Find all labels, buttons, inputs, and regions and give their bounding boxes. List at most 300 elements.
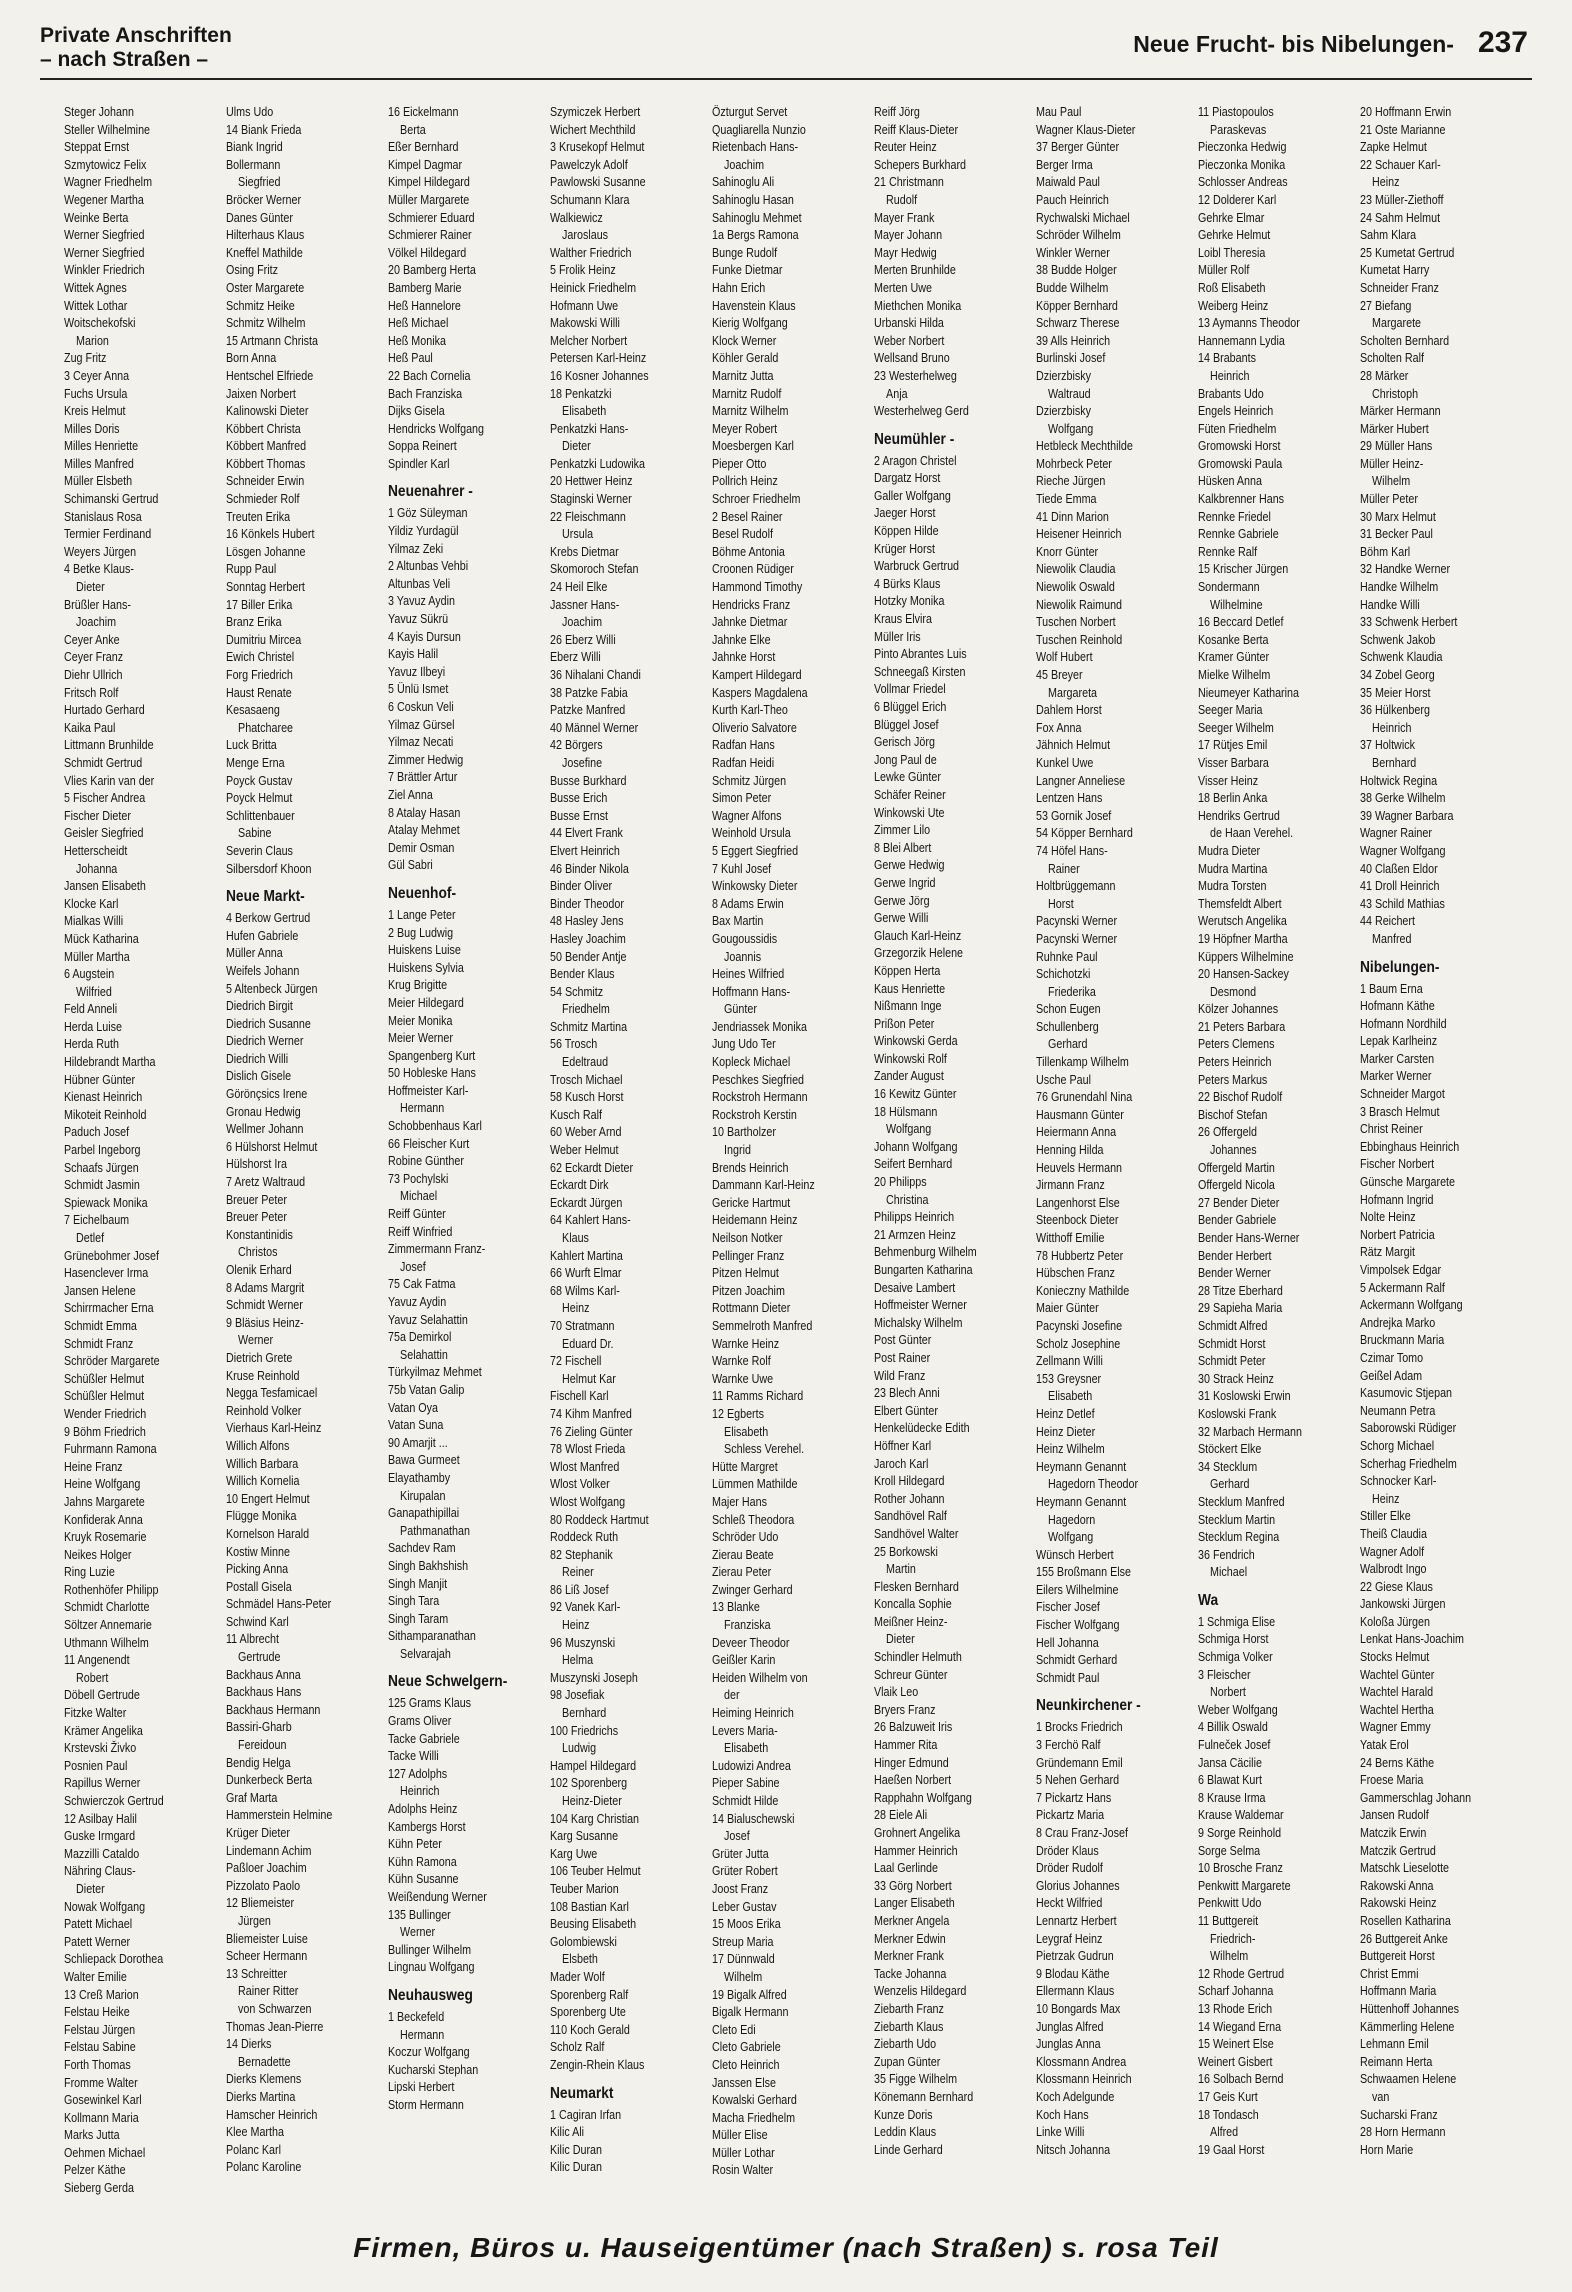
resident-entry: Rennke Gabriele (1198, 527, 1279, 542)
resident-entry: 20 Bamberg Herta (388, 263, 476, 278)
resident-entry: 16 Beccard Detlef (1198, 615, 1284, 630)
resident-entry: Niewolik Oswald (1036, 580, 1115, 595)
resident-entry: 5 Eggert Siegfried (712, 843, 799, 858)
resident-entry: Bender Werner (1198, 1266, 1271, 1281)
resident-entry: 39 Alls Heinrich (1036, 333, 1111, 348)
resident-entry: 66 Wurft Elmar (550, 1266, 622, 1281)
resident-entry: Langenhorst Else (1036, 1195, 1120, 1210)
resident-entry: 23 Westerhelweg (874, 368, 957, 383)
resident-entry: 22 Schauer Karl- (1360, 157, 1441, 172)
resident-entry: Pollrich Heinz (712, 474, 778, 489)
resident-entry: Rockstroh Kerstin (712, 1107, 797, 1122)
resident-entry: Schwenk Jakob (1360, 632, 1436, 647)
resident-entry: 27 Bender Dieter (1198, 1195, 1280, 1210)
resident-entry: Gosewinkel Karl (64, 2093, 142, 2108)
resident-entry: Bach Franziska (388, 386, 463, 401)
resident-entry: Hofmann Käthe (1360, 999, 1435, 1014)
resident-entry: Kühn Susanne (388, 1872, 459, 1887)
resident-entry: Wachtel Harald (1360, 1685, 1434, 1700)
resident-entry: 18 Hülsmann (874, 1104, 938, 1119)
entry-continuation: Hermann (400, 1101, 445, 1116)
resident-entry: Döbell Gertrude (64, 1688, 140, 1703)
resident-entry: Bendig Helga (226, 1755, 291, 1770)
resident-entry: Kruse Reinhold (226, 1368, 300, 1383)
resident-entry: Bullinger Wilhelm (388, 1942, 472, 1957)
resident-entry: 76 Grunendahl Nina (1036, 1090, 1133, 1105)
resident-entry: 13 Blanke (712, 1600, 760, 1615)
resident-entry: 3 Yavuz Aydin (388, 594, 455, 609)
entry-continuation: Josef (400, 1259, 426, 1274)
resident-entry: Bollermann (226, 157, 281, 172)
resident-entry: Krug Brigitte (388, 978, 448, 993)
resident-entry: 16 Eickelmann (388, 105, 459, 119)
resident-entry: Lümmen Mathilde (712, 1477, 798, 1492)
resident-entry: 8 Adams Erwin (712, 896, 784, 911)
resident-entry: Rennke Ralf (1198, 544, 1258, 559)
resident-entry: Schullenberg (1036, 1019, 1099, 1034)
resident-entry: 14 Biank Frieda (226, 122, 302, 137)
directory-column (1036, 104, 1192, 2196)
resident-entry: Penkwitt Udo (1198, 1896, 1262, 1911)
resident-entry: Willich Kornelia (226, 1474, 300, 1489)
resident-entry: 21 Oste Marianne (1360, 122, 1446, 137)
resident-entry: Bender Klaus (550, 967, 615, 982)
entry-continuation: Dieter (562, 439, 591, 454)
resident-entry: Schlosser Andreas (1198, 175, 1288, 190)
resident-entry: 36 Nihalani Chandi (550, 668, 641, 682)
resident-entry: Vierhaus Karl-Heinz (226, 1421, 322, 1436)
resident-entry: Ziel Anna (388, 787, 433, 802)
resident-entry: Gerwe Ingrid (874, 875, 936, 890)
resident-entry: Mück Katharina (64, 931, 139, 946)
resident-entry: Dumitriu Mircea (226, 632, 302, 647)
resident-entry: Saborowski Rüdiger (1360, 1421, 1457, 1436)
resident-entry: Wichert Mechthild (550, 122, 636, 137)
resident-entry: Schneider Franz (1360, 280, 1439, 295)
resident-entry: Völkel Hildegard (388, 245, 467, 260)
resident-entry: Reiff Jörg (874, 105, 920, 119)
resident-entry: Hell Johanna (1036, 1635, 1099, 1650)
resident-entry: Hütte Margret (712, 1459, 778, 1474)
resident-entry: Dröder Rudolf (1036, 1861, 1103, 1876)
resident-entry: Leygraf Heinz (1036, 1931, 1103, 1946)
entry-continuation: Horst (1048, 896, 1074, 911)
resident-entry: Müller Peter (1360, 492, 1418, 507)
resident-entry: Neumann Petra (1360, 1403, 1436, 1418)
resident-entry: Stecklum Regina (1198, 1530, 1280, 1545)
resident-entry: Gromowski Horst (1198, 439, 1281, 454)
entry-continuation: Selvarajah (400, 1646, 451, 1661)
entry-continuation: Helma (562, 1653, 594, 1668)
entry-continuation: Dieter (76, 580, 105, 595)
resident-entry: 33 Schwenk Herbert (1360, 615, 1458, 630)
resident-entry: Kowalski Gerhard (712, 2093, 797, 2108)
resident-entry: Steenbock Dieter (1036, 1213, 1119, 1228)
resident-entry: Hetbleck Mechthilde (1036, 439, 1133, 454)
resident-entry: Jong Paul de (874, 752, 937, 767)
resident-entry: Geisler Siegfried (64, 826, 144, 841)
resident-entry: Philipps Heinrich (874, 1210, 955, 1225)
resident-entry: 155 Broßmann Else (1036, 1565, 1132, 1580)
resident-entry: Steller Wilhelmine (64, 122, 151, 137)
resident-entry: Johann Wolfgang (874, 1139, 958, 1154)
resident-entry: Eckardt Dirk (550, 1178, 609, 1193)
resident-entry: Türkyilmaz Mehmet (388, 1365, 482, 1380)
resident-entry: Zupan Günter (874, 2054, 941, 2069)
resident-entry: Rakowski Anna (1360, 1878, 1434, 1893)
resident-entry: Böhm Karl (1360, 544, 1411, 559)
resident-entry: 21 Christmann (874, 175, 944, 190)
resident-entry: Zierau Beate (712, 1547, 774, 1562)
resident-entry: Kienast Heinrich (64, 1090, 143, 1105)
resident-entry: Kopleck Michael (712, 1055, 791, 1070)
directory-column (388, 104, 544, 2196)
resident-entry: 4 Kayis Dursun (388, 629, 461, 644)
resident-entry: Zellmann Willi (1036, 1354, 1103, 1369)
resident-entry: Schmitz Heike (226, 298, 295, 313)
resident-entry: Adolphs Heinz (388, 1802, 458, 1817)
resident-entry: Ulms Udo (226, 105, 274, 119)
resident-entry: 5 Fischer Andrea (64, 791, 146, 806)
resident-entry: Vlies Karin van der (64, 773, 155, 788)
resident-entry: 8 Krause Irma (1198, 1790, 1266, 1805)
resident-entry: Merten Brunhilde (874, 263, 956, 278)
resident-entry: Fischer Josef (1036, 1600, 1100, 1615)
entry-continuation: Christoph (1372, 386, 1419, 401)
resident-entry: 11 Ramms Richard (712, 1389, 804, 1404)
entry-continuation: Wilhelm (724, 1969, 763, 1984)
resident-entry: Müller Elise (712, 2128, 768, 2143)
resident-entry: Szymiczek Herbert (550, 105, 641, 119)
resident-entry: Ziebarth Klaus (874, 2019, 944, 2034)
resident-entry: 5 Ackermann Ralf (1360, 1280, 1445, 1295)
entry-continuation: Siegfried (238, 175, 281, 190)
section-title-line1: Private Anschriften (40, 24, 232, 47)
resident-entry: 2 Bug Ludwig (388, 925, 454, 940)
entry-continuation: Dieter (76, 1881, 105, 1896)
resident-entry: Jaroch Karl (874, 1456, 929, 1471)
resident-entry: Reiff Günter (388, 1207, 446, 1222)
resident-entry: Gericke Hartmut (712, 1195, 791, 1210)
entry-continuation: Edeltraud (562, 1055, 609, 1070)
resident-entry: Skomoroch Stefan (550, 562, 639, 577)
resident-entry: Bryers Franz (874, 1702, 936, 1717)
resident-entry: Özturgut Servet (712, 105, 788, 119)
resident-entry: 62 Eckardt Dieter (550, 1160, 634, 1175)
resident-entry: 20 Hansen-Sackey (1198, 967, 1289, 982)
entry-continuation: Jürgen (238, 1913, 271, 1928)
resident-entry: Walther Friedrich (550, 245, 632, 260)
resident-entry: Klock Werner (712, 333, 777, 348)
resident-entry: 32 Marbach Hermann (1198, 1424, 1302, 1439)
resident-entry: Penkatzki Ludowika (550, 456, 646, 471)
resident-entry: Ebbinghaus Heinrich (1360, 1139, 1460, 1154)
resident-entry: Winkowski Ute (874, 805, 945, 820)
resident-entry: Wagner Alfons (712, 808, 782, 823)
resident-entry: 53 Gornik Josef (1036, 808, 1112, 823)
entry-continuation: Werner (238, 1333, 274, 1348)
resident-entry: 35 Figge Wilhelm (874, 2072, 958, 2087)
resident-entry: Kimpel Hildegard (388, 175, 470, 190)
resident-entry: Schmiga Horst (1198, 1632, 1269, 1647)
resident-entry: Milles Henriette (64, 439, 139, 454)
resident-entry: Rosin Walter (712, 2163, 774, 2178)
resident-entry: Merten Uwe (874, 280, 932, 295)
entry-continuation: Wolfgang (1048, 1530, 1094, 1545)
resident-entry: Poyck Gustav (226, 773, 293, 788)
resident-entry: Hotzky Monika (874, 594, 945, 609)
resident-entry: 7 Aretz Waltraud (226, 1175, 306, 1190)
resident-entry: Yatak Erol (1360, 1738, 1409, 1753)
street-heading: Neunkirchener - (1036, 1697, 1141, 1715)
resident-entry: 24 Heil Elke (550, 580, 608, 595)
resident-entry: Rietenbach Hans- (712, 140, 799, 155)
resident-entry: Jirmann Franz (1036, 1178, 1105, 1193)
resident-entry: Weber Wolfgang (1198, 1702, 1278, 1717)
resident-entry: Pieper Sabine (712, 1776, 780, 1791)
resident-entry: Rakowski Heinz (1360, 1896, 1437, 1911)
resident-entry: Weyers Jürgen (64, 544, 137, 559)
resident-entry: Paduch Josef (64, 1125, 130, 1140)
resident-entry: Krebs Dietmar (550, 544, 619, 559)
resident-entry: Pickartz Maria (1036, 1808, 1105, 1823)
resident-entry: Hurtado Gerhard (64, 703, 145, 718)
resident-entry: Felstau Heike (64, 2005, 130, 2020)
resident-entry: 7 Kuhl Josef (712, 861, 772, 876)
resident-entry: Neikes Holger (64, 1547, 132, 1562)
resident-entry: 76 Zieling Günter (550, 1424, 633, 1439)
resident-entry: Schroer Friedhelm (712, 492, 801, 507)
resident-entry: 50 Hobleske Hans (388, 1066, 476, 1081)
resident-entry: Visser Barbara (1198, 755, 1269, 770)
resident-entry: Breuer Peter (226, 1192, 287, 1207)
resident-entry: 23 Blech Anni (874, 1386, 940, 1401)
resident-entry: Schmieder Rolf (226, 492, 300, 507)
resident-entry: Hoffmeister Werner (874, 1298, 967, 1313)
resident-entry: Pizzolato Paolo (226, 1878, 301, 1893)
resident-entry: Roß Elisabeth (1198, 280, 1266, 295)
resident-entry: Gehrke Elmar (1198, 210, 1265, 225)
entry-continuation: Heinz (1372, 1491, 1400, 1506)
resident-entry: Macha Friedhelm (712, 2110, 796, 2125)
resident-entry: Hendricks Franz (712, 597, 791, 612)
resident-entry: Zwinger Gerhard (712, 1582, 793, 1597)
resident-entry: 9 Sorge Reinhold (1198, 1826, 1282, 1840)
resident-entry: Winkler Werner (1036, 245, 1110, 260)
resident-entry: Zug Fritz (64, 351, 107, 366)
resident-entry: Elvert Heinrich (550, 843, 620, 858)
entry-continuation: Günter (724, 1002, 757, 1017)
resident-entry: Heine Wolfgang (64, 1477, 141, 1492)
resident-entry: Huiskens Luise (388, 943, 461, 958)
resident-entry: Holtbrüggemann (1036, 879, 1116, 894)
resident-entry: Marker Carsten (1360, 1051, 1435, 1066)
header-rule (40, 78, 1532, 80)
resident-entry: Krstevski Živko (64, 1741, 137, 1756)
resident-entry: 7 Eichelbaum (64, 1213, 130, 1228)
resident-entry: Dröder Klaus (1036, 1843, 1099, 1858)
resident-entry: 46 Binder Nikola (550, 861, 629, 876)
entry-continuation: Berta (400, 122, 426, 137)
resident-entry: Heß Paul (388, 351, 433, 366)
resident-entry: Schreur Günter (874, 1667, 948, 1682)
resident-entry: Szmytowicz Felix (64, 157, 147, 172)
resident-entry: Reimann Herta (1360, 2054, 1433, 2069)
directory-column (874, 104, 1030, 2196)
resident-entry: Meyer Robert (712, 421, 778, 436)
resident-entry: 16 Kewitz Günter (874, 1087, 957, 1102)
resident-entry: 12 Rhode Gertrud (1198, 1966, 1285, 1981)
resident-entry: Grüter Jutta (712, 1846, 769, 1861)
resident-entry: 104 Karg Christian (550, 1811, 640, 1826)
resident-entry: 14 Bialuschewski (712, 1811, 795, 1826)
resident-entry: Ring Luzie (64, 1565, 115, 1580)
resident-entry: 32 Handke Werner (1360, 562, 1451, 577)
resident-entry: 19 Bigalk Alfred (712, 1987, 787, 2002)
resident-entry: 44 Elvert Frank (550, 826, 623, 841)
resident-entry: Pinto Abrantes Luis (874, 647, 967, 662)
resident-entry: Tuschen Reinhold (1036, 632, 1123, 647)
resident-entry: Czimar Tomo (1360, 1350, 1424, 1365)
resident-entry: 5 Ünlü Ismet (388, 682, 449, 697)
resident-entry: Bassiri-Gharb (226, 1720, 292, 1735)
resident-entry: Hausmann Günter (1036, 1107, 1124, 1122)
resident-entry: Dzierzbisky (1036, 368, 1091, 383)
resident-entry: Koczur Wolfgang (388, 2045, 470, 2060)
resident-entry: Singh Taram (388, 1611, 449, 1626)
resident-entry: Marker Werner (1360, 1069, 1432, 1084)
resident-entry: Neilson Notker (712, 1231, 783, 1245)
resident-entry: Kurth Karl-Theo (712, 703, 788, 718)
resident-entry: Mayer Johann (874, 228, 943, 243)
resident-entry: Herda Luise (64, 1019, 122, 1034)
resident-entry: 17 Biller Erika (226, 597, 293, 612)
resident-entry: Elbert Günter (874, 1403, 938, 1418)
resident-entry: Radfan Hans (712, 738, 775, 753)
resident-entry: Kreis Helmut (64, 404, 126, 419)
resident-entry: Vlaik Leo (874, 1685, 919, 1700)
resident-entry: Heymann Genannt (1036, 1459, 1127, 1474)
resident-entry: Eberz Willi (550, 650, 601, 665)
resident-entry: Hammer Rita (874, 1738, 938, 1753)
resident-entry: Vollmar Friedel (874, 682, 946, 697)
resident-entry: Karg Uwe (550, 1846, 598, 1861)
resident-entry: Winkowski Gerda (874, 1034, 958, 1049)
resident-entry: Müller Rolf (1198, 263, 1250, 278)
resident-entry: Fitzke Walter (64, 1706, 127, 1721)
resident-entry: Dislich Gisele (226, 1069, 292, 1084)
resident-entry: 30 Strack Heinz (1198, 1371, 1274, 1386)
resident-entry: Reiff Winfried (388, 1224, 453, 1239)
resident-entry: Dietrich Grete (226, 1350, 293, 1365)
resident-entry: Schäfer Reiner (874, 787, 946, 802)
resident-entry: Schüßler Helmut (64, 1389, 145, 1404)
resident-entry: 5 Nehen Gerhard (1036, 1773, 1120, 1788)
resident-entry: 11 Piastopoulos (1198, 105, 1274, 119)
entry-continuation: Johanna (76, 861, 118, 876)
resident-entry: Krüger Horst (874, 541, 935, 556)
resident-entry: Rothenhöfer Philipp (64, 1582, 159, 1597)
resident-entry: Brends Heinrich (712, 1160, 789, 1175)
entry-continuation: Hagedorn (1048, 1512, 1096, 1527)
resident-entry: Kühn Peter (388, 1837, 442, 1852)
resident-entry: Wittek Lothar (64, 298, 128, 313)
resident-entry: Weber Helmut (550, 1143, 619, 1158)
resident-entry: Nitsch Johanna (1036, 2142, 1111, 2157)
resident-entry: Schmidt Jasmin (64, 1178, 140, 1193)
resident-entry: Rieche Jürgen (1036, 474, 1106, 489)
resident-entry: 66 Fleischer Kurt (388, 1136, 470, 1151)
resident-entry: Cleto Gabriele (712, 2040, 781, 2055)
resident-entry: Füten Friedhelm (1198, 421, 1277, 436)
entry-continuation: Alfred (1210, 2125, 1239, 2140)
resident-entry: Wagner Wolfgang (1360, 843, 1446, 858)
resident-entry: Tacke Willi (388, 1749, 439, 1764)
resident-entry: Pawelczyk Adolf (550, 157, 628, 172)
resident-entry: Gerwe Hedwig (874, 858, 945, 873)
resident-entry: 9 Blodau Käthe (1036, 1966, 1110, 1981)
resident-entry: Zimmer Hedwig (388, 752, 464, 767)
resident-entry: Scheer Hermann (226, 1949, 308, 1964)
resident-entry: Peters Markus (1198, 1072, 1268, 1087)
resident-entry: Christ Reiner (1360, 1122, 1423, 1137)
resident-entry: Wild Franz (874, 1368, 926, 1383)
resident-entry: Märker Hermann (1360, 404, 1441, 419)
resident-entry: Michalsky Wilhelm (874, 1315, 963, 1330)
resident-entry: Wittek Agnes (64, 280, 127, 295)
resident-entry: Guske Irmgard (64, 1829, 136, 1844)
resident-entry: Ellermann Klaus (1036, 1984, 1115, 1999)
resident-entry: Henning Hilda (1036, 1143, 1104, 1158)
resident-entry: Linke Willi (1036, 2125, 1085, 2140)
resident-entry: Wagner Rainer (1360, 826, 1432, 841)
resident-entry: Flesken Bernhard (874, 1579, 959, 1594)
resident-entry: Warnke Uwe (712, 1371, 774, 1386)
resident-entry: Picking Anna (226, 1562, 289, 1577)
resident-entry: Funke Dietmar (712, 263, 783, 278)
resident-entry: Stanislaus Rosa (64, 509, 142, 524)
entry-continuation: Schless Verehel. (724, 1442, 805, 1457)
resident-entry: Engels Heinrich (1198, 404, 1274, 419)
resident-entry: Post Rainer (874, 1350, 931, 1365)
resident-entry: Golombiewski (550, 1934, 617, 1949)
resident-entry: Lingnau Wolfgang (388, 1960, 475, 1975)
directory-column (64, 104, 220, 2196)
resident-entry: 14 Wiegand Erna (1198, 2019, 1282, 2034)
resident-entry: Heidemann Heinz (712, 1213, 798, 1228)
resident-entry: Kaspers Magdalena (712, 685, 808, 700)
street-heading: Neue Markt- (226, 888, 305, 906)
resident-entry: Kimpel Dagmar (388, 157, 463, 172)
resident-entry: Miethchen Monika (874, 298, 962, 313)
resident-entry: Bungarten Katharina (874, 1263, 973, 1277)
entry-continuation: Pathmanathan (400, 1523, 470, 1538)
resident-entry: 4 Billik Oswald (1198, 1720, 1268, 1735)
resident-entry: 15 Weinert Else (1198, 2037, 1274, 2052)
resident-entry: Deveer Theodor (712, 1635, 790, 1650)
entry-continuation: Heinrich (1372, 720, 1412, 735)
resident-entry: Jähnich Helmut (1036, 738, 1111, 753)
entry-continuation: Joannis (724, 949, 762, 964)
resident-entry: Ewich Christel (226, 650, 295, 665)
resident-entry: 21 Peters Barbara (1198, 1019, 1286, 1034)
resident-entry: Singh Manjit (388, 1576, 448, 1591)
resident-entry: Koch Adelgunde (1036, 2089, 1115, 2104)
resident-entry: Quagliarella Nunzio (712, 122, 806, 137)
resident-entry: Gründemann Emil (1036, 1755, 1123, 1770)
resident-entry: Mudra Martina (1198, 861, 1268, 876)
entry-continuation: Wolfgang (1048, 421, 1094, 436)
